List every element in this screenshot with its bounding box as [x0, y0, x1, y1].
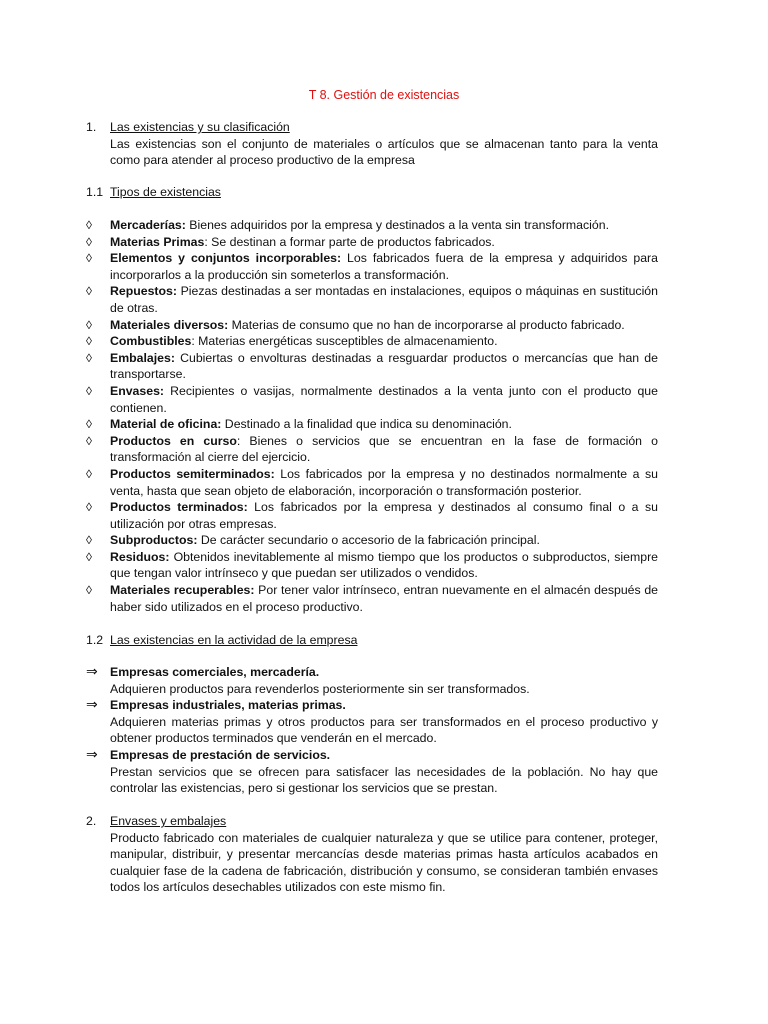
- item-term: Embalajes:: [110, 350, 175, 365]
- item-description: Bienes adquiridos por la empresa y destinados a la venta sin transformación.: [185, 218, 609, 232]
- list-item: [86, 747, 658, 797]
- item-description: Adquieren productos para revenderlos posteriormente sin ser transformados.: [110, 681, 530, 696]
- list-item: [86, 549, 658, 582]
- section-1-1: [86, 184, 658, 201]
- item-term: Elementos y conjuntos incorporables:: [110, 251, 342, 266]
- item-term: Material de oficina:: [110, 417, 222, 432]
- list-item: [86, 250, 658, 283]
- item-description: : Se destinan a formar parte de productos fabricados.: [204, 234, 495, 249]
- section-number: 2.: [86, 814, 97, 828]
- section-heading: Las existencias y su clasificación: [110, 120, 290, 134]
- diamond-bullet-icon: ◊: [86, 533, 92, 548]
- item-description: Los fabricados fuera de la empresa y adquiridos para incorporarlos a la producción sin someterlos a transformación.: [110, 251, 658, 282]
- list-item: [86, 283, 658, 316]
- item-term: Envases:: [110, 383, 165, 398]
- double-arrow-bullet-icon: ⇒: [86, 663, 98, 679]
- diamond-bullet-icon: ◊: [86, 500, 92, 515]
- item-description: Prestan servicios que se ofrecen para satisfacer las necesidades de la población. No hay que controlar las existencias, pero si gestionar los servicios que se prestan.: [110, 764, 658, 796]
- diamond-bullet-icon: ◊: [86, 417, 92, 432]
- item-term: Subproductos:: [110, 533, 198, 548]
- diamond-bullet-icon: ◊: [86, 334, 92, 349]
- diamond-bullet-icon: ◊: [86, 284, 92, 299]
- diamond-bullet-icon: ◊: [86, 218, 92, 232]
- item-description: Obtenidos inevitablemente al mismo tiempo que los productos o subproductos, siempre que tengan valor intrínseco y que puedan ser utilizados o vendidos.: [110, 549, 658, 581]
- company-types-list: [86, 664, 658, 797]
- section-2: [86, 813, 658, 896]
- list-item: [86, 532, 658, 549]
- double-arrow-bullet-icon: ⇒: [86, 696, 98, 713]
- item-description: : Materias energéticas susceptibles de almacenamiento.: [191, 334, 498, 349]
- item-term: Residuos:: [110, 549, 170, 564]
- item-term: Mercaderías:: [110, 218, 186, 232]
- item-description: De carácter secundario o accesorio de la fabricación principal.: [197, 533, 540, 548]
- diamond-bullet-icon: ◊: [86, 317, 92, 332]
- list-item: [86, 466, 658, 499]
- diamond-bullet-icon: ◊: [86, 549, 92, 564]
- item-term: Productos terminados:: [110, 500, 248, 515]
- existencias-types-list: [86, 217, 658, 615]
- diamond-bullet-icon: ◊: [86, 466, 92, 481]
- section-heading: Las existencias en la actividad de la empresa: [110, 633, 358, 647]
- document-title: T 8. Gestión de existencias: [308, 88, 460, 102]
- item-term: Empresas de prestación de servicios.: [110, 747, 331, 762]
- item-description: : Bienes o servicios que se encuentran en la fase de formación o transformación al cierre del ejercicio.: [110, 433, 658, 465]
- section-1: [86, 119, 658, 169]
- item-term: Empresas comerciales, mercadería.: [110, 665, 320, 679]
- list-item: [86, 217, 658, 234]
- diamond-bullet-icon: ◊: [86, 350, 92, 365]
- list-item: [86, 416, 658, 433]
- list-item: [86, 664, 658, 697]
- section-number: 1.1: [86, 185, 104, 199]
- list-item: [86, 317, 658, 334]
- item-description: Piezas destinadas a ser montadas en instalaciones, equipos o máquinas en sustitución de otras.: [110, 284, 658, 315]
- item-description: Los fabricados por la empresa y no destinados normalmente a su venta, hasta que sean objeto de elaboración, incorporación o transformación posterior.: [110, 466, 658, 498]
- section-1-2: [86, 632, 658, 649]
- section-heading: Envases y embalajes: [110, 814, 227, 828]
- item-description: Destinado a la finalidad que indica su denominación.: [221, 417, 512, 432]
- item-term: Materiales diversos:: [110, 317, 229, 332]
- list-item: [86, 697, 658, 747]
- item-description: Los fabricados por la empresa y destinados al consumo final o a su utilización por otras empresas.: [110, 500, 658, 531]
- item-term: Materiales recuperables:: [110, 583, 255, 598]
- section-paragraph: Las existencias son el conjunto de materiales o artículos que se almacenan tanto para la venta como para atender al proceso productivo de la empresa: [110, 136, 658, 168]
- item-term: Materias Primas: [110, 234, 205, 249]
- item-term: Combustibles: [110, 334, 192, 349]
- diamond-bullet-icon: ◊: [86, 383, 92, 398]
- list-item: [86, 383, 658, 416]
- diamond-bullet-icon: ◊: [86, 234, 92, 249]
- list-item: [86, 350, 658, 383]
- item-description: Por tener valor intrínseco, entran nuevamente en el almacén después de haber sido utilizados en el proceso productivo.: [110, 583, 659, 614]
- list-item: [86, 582, 658, 615]
- item-description: Recipientes o vasijas, normalmente destinados a la venta junto con el producto que contienen.: [110, 383, 658, 415]
- section-heading: Tipos de existencias: [110, 185, 221, 199]
- list-item: [86, 499, 658, 532]
- item-description: Adquieren materias primas y otros productos para ser transformados en el proceso productivo y obtener productos terminados que venderán en el mercado.: [110, 714, 658, 746]
- diamond-bullet-icon: ◊: [86, 251, 92, 266]
- item-description: Cubiertas o envolturas destinadas a resguardar productos o mercancías que han de transportarse.: [110, 350, 658, 382]
- list-item: [86, 234, 658, 251]
- diamond-bullet-icon: ◊: [86, 583, 92, 598]
- section-paragraph: Producto fabricado con materiales de cualquier naturaleza y que se utilice para contener, proteger, manipular, distribuir, y presentar mercancías desde materias primas hasta artículos acabados en cualquier fase de la cadena de fabricación, distribución y consumo, se consideran también envases todos los artículos desechables utilizados con este mismo fin.: [110, 830, 658, 895]
- item-term: Productos en curso: [110, 433, 237, 448]
- section-number: 1.: [86, 120, 97, 134]
- list-item: [86, 433, 658, 466]
- item-term: Productos semiterminados:: [110, 466, 275, 481]
- list-item: [86, 333, 658, 350]
- item-term: Repuestos:: [110, 284, 177, 299]
- item-term: Empresas industriales, materias primas.: [110, 698, 346, 713]
- diamond-bullet-icon: ◊: [86, 433, 92, 448]
- item-description: Materias de consumo que no han de incorporarse al producto fabricado.: [228, 317, 625, 332]
- double-arrow-bullet-icon: ⇒: [86, 745, 98, 762]
- section-number: 1.2: [86, 633, 104, 647]
